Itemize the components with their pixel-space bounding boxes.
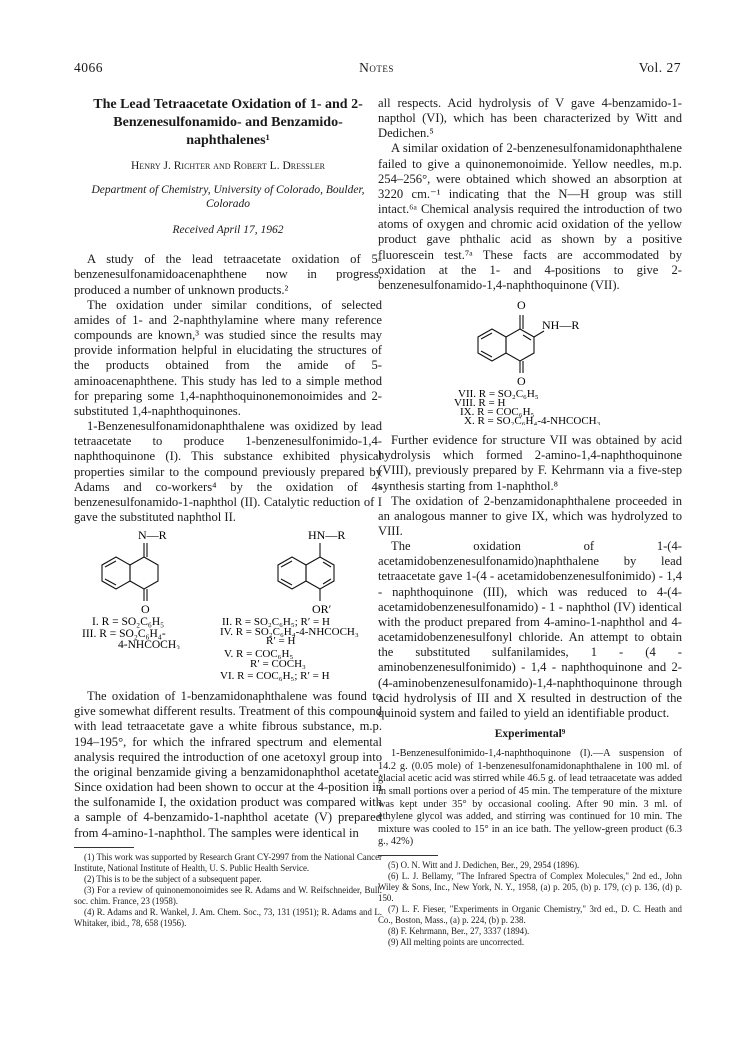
struct2-legend-line: VI. R = COC₆H₅; R′ = H [220,670,330,683]
footnote-rule [378,855,438,856]
paragraph: 1-Benzenesulfonamidonaphthalene was oxidized by lead tetraacetate to produce 1-benzenesulfonimido-1,4-naphthoquinone (I). This substance exhibited physical properties similar to the compound previously prepared by Adams and co-workers⁴ by the oxidation of 4-benzenesulfonamido-1-naphthol (II). Catalytic reduction of I gave the substituted naphthol II. [74,419,382,524]
footnote: (8) F. Kehrmann, Ber., 27, 3337 (1894). [388,925,530,936]
paragraph: The oxidation under similar conditions, of selected amides of 1- and 2-naphthylamine where many reference compounds are known,³ was studied since the results may provide information helpful in elucidating the structures of the products obtained from the amide of 5-aminoacenaphthene. This study has led to a simple method for preparing some 1,4-naphthoquinonemonoimides and 2-substituted 1,4-naphthoquinones. [74,297,382,418]
left-column [74,96,382,929]
struct2-legend-line: II. R = SO₂C₆H₅; R′ = H [222,616,330,629]
struct2-legend-line: V. R = COC₆H₅ [224,649,294,661]
footnote: (4) R. Adams and R. Wankel, J. Am. Chem. Soc., 73, 131 (1951); R. Adams and L. Whitaker, ibid., 78, 658 (1956). [74,906,382,928]
struct3-legend-line: VIII. R = H [454,397,506,410]
paragraph: A similar oxidation of 2-benzenesulfonamidonaphthalene failed to give a quinonemonoimide. Yellow needles, m.p. 254–256°, were obtained which showed an absorption at 3220 cm.⁻¹ indicating that the N—H group was still intact.⁶ᵃ Chemical analysis required the introduction of two atoms of oxygen and chromic acid oxidation of the yellow product gave phthalic acid as shown by a positive fluorescein test.⁷ᵃ These facts are accommodated by oxidation at the 1- and 4-positions to give 2-benzenesulfonamido-1,4-naphthoquinone (VII). [378,141,682,292]
affiliation: Department of Chemistry, University of Colorado, Boulder, Colorado [91,184,365,211]
structure-figure-I-VI [74,525,382,649]
paragraph: all respects. Acid hydrolysis of V gave 4-benzamido-1-napthol (VI), which has been characterized by Witt and Dedichen.⁵ [378,96,682,141]
footnotes-right [378,860,682,948]
struct1-legend-line: III. R = SO₂C₆H₄- [82,628,166,641]
structure-2 [278,543,334,601]
footnote: (1) This work was supported by Research Grant CY-2997 from the National Cancer Institute, National Institute of Health, U. S. Public Health Service. [74,851,382,873]
footnote: (6) L. J. Bellamy, "The Infrared Spectra of Complex Molecules," 2nd ed., John Wiley & Sons, Inc., New York, N. Y., 1958, (a) p. 205, (b) p. 179, (c) p. 136, (d) p. 150. [378,870,682,903]
paragraph: Further evidence for structure VII was obtained by acid hydrolysis which formed 2-amino-1,4-naphthoquinone (VIII), previously prepared by F. Kehrmann via a five-step synthesis starting from 1-naphthol.⁸ [378,433,682,493]
running-section: Notes [359,60,394,75]
section-heading: Experimental⁹ [494,728,566,740]
authors: Henry J. Richter and Robert L. Dressler [131,160,325,172]
paragraph: The oxidation of 2-benzamidonaphthalene proceeded in an analogous manner to give IX, which was hydrolyzed to VIII. [378,493,682,538]
struct1-legend-line: I. R = SO₂C₆H₅ [92,616,165,629]
struct2-legend-line: R′ = COCH₃ [250,658,306,671]
footnotes-left [74,852,382,929]
right-column [378,96,682,948]
article-title: The Lead Tetraacetate Oxidation of 1- and 2-Benzenesulfonamido- and Benzamido-naphthalenes¹ [93,97,363,148]
struct3-side-label: NH—R [542,318,580,333]
paragraph: The oxidation of 1-benzamidonaphthalene was found to give somewhat different results. Treatment of this compound with lead tetraacetate gave a white fibrous substance, m.p. 194–195°, for which the infrared spectrum and elemental analysis required the introduction of one acetoxyl group into the original benzamide giving a benzamidonaphthol acetate. Since oxidation had been shown to occur at the 4-position in the sulfonamide I, the oxidation product was compared with a sample of 4-benzamido-1-naphthol acetate (V) prepared from 4-amino-1-naphthol. The samples were identical in [74,689,382,840]
structure-legend-cont [74,649,382,683]
struct2-legend-line: R′ = H [266,635,296,648]
footnote: (2) This is to be the subject of a subsequent paper. [84,873,262,884]
experimental-paragraph: 1-Benzenesulfonimido-1,4-naphthoquinone (I).—A suspension of 14.2 g. (0.05 mole) of 1-benzenesulfonamidonaphthalene in 100 ml. of glacial acetic acid was stirred while 46.5 g. of lead tetraacetate was added in small portions over a period of 45 min. The temperature of the mixture was kept under 35° by occasional cooling. After 90 min. 3 ml. of ethylene glycol was added, and stirring was continued for 10 min. The mixture was cooled to 15° in an ice bath. The yellow-green product (6.3 g., 42%) [378,748,682,848]
struct3-legend-line: VII. R = SO₂C₆H₅ [458,388,539,401]
struct2-legend-line: IV. R = SO₂C₆H₄-4-NHCOCH₃ [220,626,359,639]
footnote: (5) O. N. Witt and J. Dedichen, Ber., 29, 2954 (1896). [388,859,580,870]
structure-3 [478,315,544,373]
volume-label: Vol. 27 [638,60,681,75]
struct3-legend-line: IX. R = COC₆H₅ [460,406,535,419]
footnote: (3) For a review of quinonemonoimides see R. Adams and W. Reifschneider, Bull. soc. chim. France, 23 (1958). [74,884,382,906]
footnote-rule [74,847,134,848]
structure-1 [102,543,158,601]
footnote: (9) All melting points are uncorrected. [388,936,525,947]
struct3-bottom-label: O [517,374,526,389]
struct3-top-label: O [517,298,526,313]
received-date: Received April 17, 1962 [172,224,284,237]
struct1-bottom-label: O [141,602,150,617]
struct2-bottom-label: OR′ [312,602,332,617]
struct2-top-label: HN—R [308,528,346,543]
footnote: (7) L. F. Fieser, "Experiments in Organic Chemistry," 3rd ed., D. C. Heath and Co., Boston, Mass., (a) p. 224, (b) p. 238. [378,903,682,925]
struct1-top-label: N—R [138,528,167,543]
structure-figure-VII-X [378,293,682,425]
struct1-legend-line: 4-NHCOCH₃ [118,639,181,650]
struct3-legend-line: X. R = SO₂C₆H₄-4-NHCOCH₃ [464,415,601,426]
page-number: 4066 [74,60,103,75]
paragraph: A study of the lead tetraacetate oxidation of 5-benzenesulfonamidoacenaphthene now in progress, produced a number of unknown products.² [74,252,382,297]
paragraph: The oxidation of 1-(4-acetamidobenzenesulfonamido)naphthalene by lead tetraacetate gave 1-(4 - acetamidobenzenesulfonimido) - 1,4 - naphthoquinone (III), which was reduced to 4-(4-acetamidobenzenesulfonamido) - 1 - naphthol (IV) identical with the product prepared from 4-amino-1-naphthol and 4-acetamidobenzenesulfonyl chloride. An attempt to obtain the substituted sulfanilamides, 1 - (4 - aminobenzenesulfonimido) - 1,4 - naphthoquinone and 2-(4-aminobenzenesulfonamido)-1,4-naphthoquinone through acid hydrolysis of III and X resulted in destruction of the quinoid system and failed to yield an identifiable product. [378,539,682,720]
